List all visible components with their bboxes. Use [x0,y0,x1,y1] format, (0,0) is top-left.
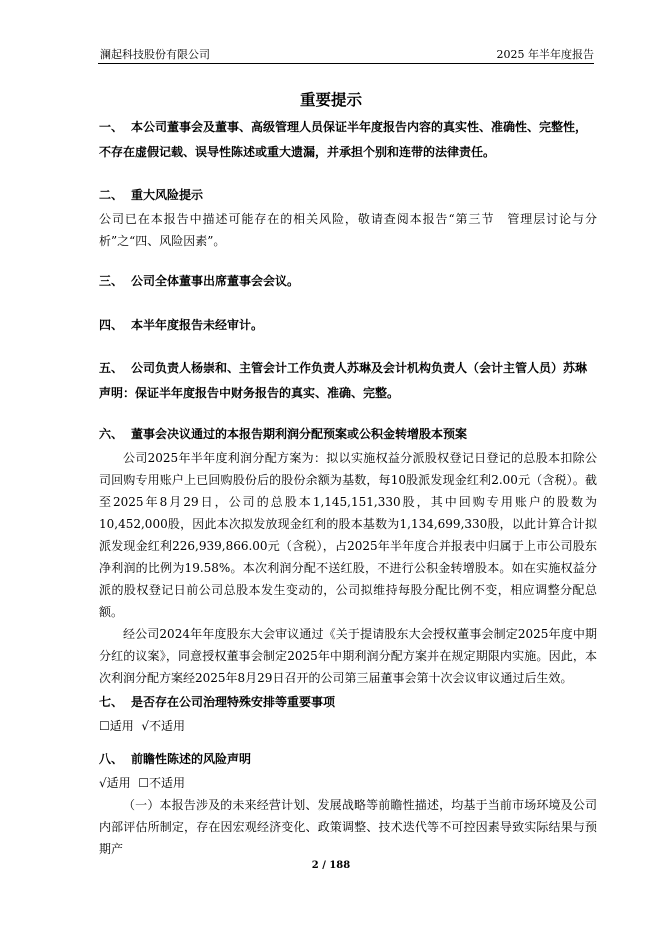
option-not-applicable: √不适用 [141,719,186,733]
option-applicable: ☐适用 [99,719,134,733]
section-4: 四、 本半年度报告未经审计。 [99,318,264,332]
section-5: 五、 公司负责人杨崇和、主管会计工作负责人苏琳及会计机构负责人（会计主管人员）苏琳声明：保证半年度报告中财务报告的真实、准确、完整。 [99,361,588,400]
option-applicable: √适用 [99,776,131,790]
section-3-text: 公司全体董事出席董事会会议。 [131,274,300,288]
section-7 [99,690,597,737]
page-header [98,43,594,64]
section-3: 三、 公司全体董事出席董事会会议。 [99,274,300,288]
section-8-paragraph-1: （一）本报告涉及的未来经营计划、发展战略等前瞻性描述，均基于当前市场环境及公司内部评估所制定，存在因宏观经济变化、政策调整、技术迭代等不可控因素导致实际结果与预期产 [99,798,597,856]
section-6 [99,422,597,689]
section-6-heading: 六、 董事会决议通过的本报告期利润分配预案或公积金转增股本预案 [99,427,468,441]
header-company: 澜起科技股份有限公司 [100,48,210,61]
section-5-text: 公司负责人杨崇和、主管会计工作负责人苏琳及会计机构负责人（会计主管人员）苏琳声明：保证半年度报告中财务报告的真实、准确、完整。 [99,361,588,400]
section-7-heading: 七、 是否存在公司治理特殊安排等重要事项 [99,695,336,709]
page-title: 重要提示 [299,90,362,109]
section-2 [99,183,597,252]
page-number: 2 / 188 [311,860,351,871]
section-4-text: 本半年度报告未经审计。 [131,318,264,332]
section-8 [99,747,597,860]
section-8-heading: 八、 前瞻性陈述的风险声明 [99,752,252,766]
header-report-title: 2025 年半年度报告 [496,48,594,61]
section-7-options [99,715,597,737]
option-not-applicable: ☐不适用 [138,776,186,790]
section-2-heading: 二、 重大风险提示 [99,188,204,202]
section-6-paragraph-2: 经公司2024年年度股东大会审议通过《关于提请股东大会授权董事会制定2025年度中期分红的议案》，同意授权董事会制定2025年中期利润分配方案并在规定期限内实施。因此，本次利润分配方案经2025年8月29日召开的公司第三届董事会第十次会议审议通过后生效。 [99,627,597,685]
section-6-paragraph-1: 公司2025年半年度利润分配方案为：拟以实施权益分派股权登记日登记的总股本扣除公司回购专用账户上已回购股份后的股份余额为基数，每10股派发现金红利2.00元（含税）。截至2025年8月29日，公司的总股本1,145,151,330股，其中回购专用账户的股数为10,452,000股，因此本次拟发放现金红利的股本基数为1,134,699,330股，以此计算合计拟派发现金红利226,939,866.00元（含税），占2025年半年度合并报表中归属于上市公司股东净利润的比例为19.58%。本次利润分配不送红股，不进行公积金转增股本。如在实施权益分派的股权登记日前公司总股本发生变动的，公司拟维持每股分配比例不变，相应调整分配总额。 [99,451,597,619]
section-1-text: 一、 本公司董事会及董事、高级管理人员保证半年度报告内容的真实性、准确性、完整性，不存在虚假记载、误导性陈述或重大遗漏，并承担个别和连带的法律责任。 [99,120,588,159]
section-1 [99,115,597,165]
section-2-body: 公司已在本报告中描述可能存在的相关风险，敬请查阅本报告“第三节 管理层讨论与分析”之“四、风险因素”。 [99,212,597,248]
section-8-options [99,772,597,794]
